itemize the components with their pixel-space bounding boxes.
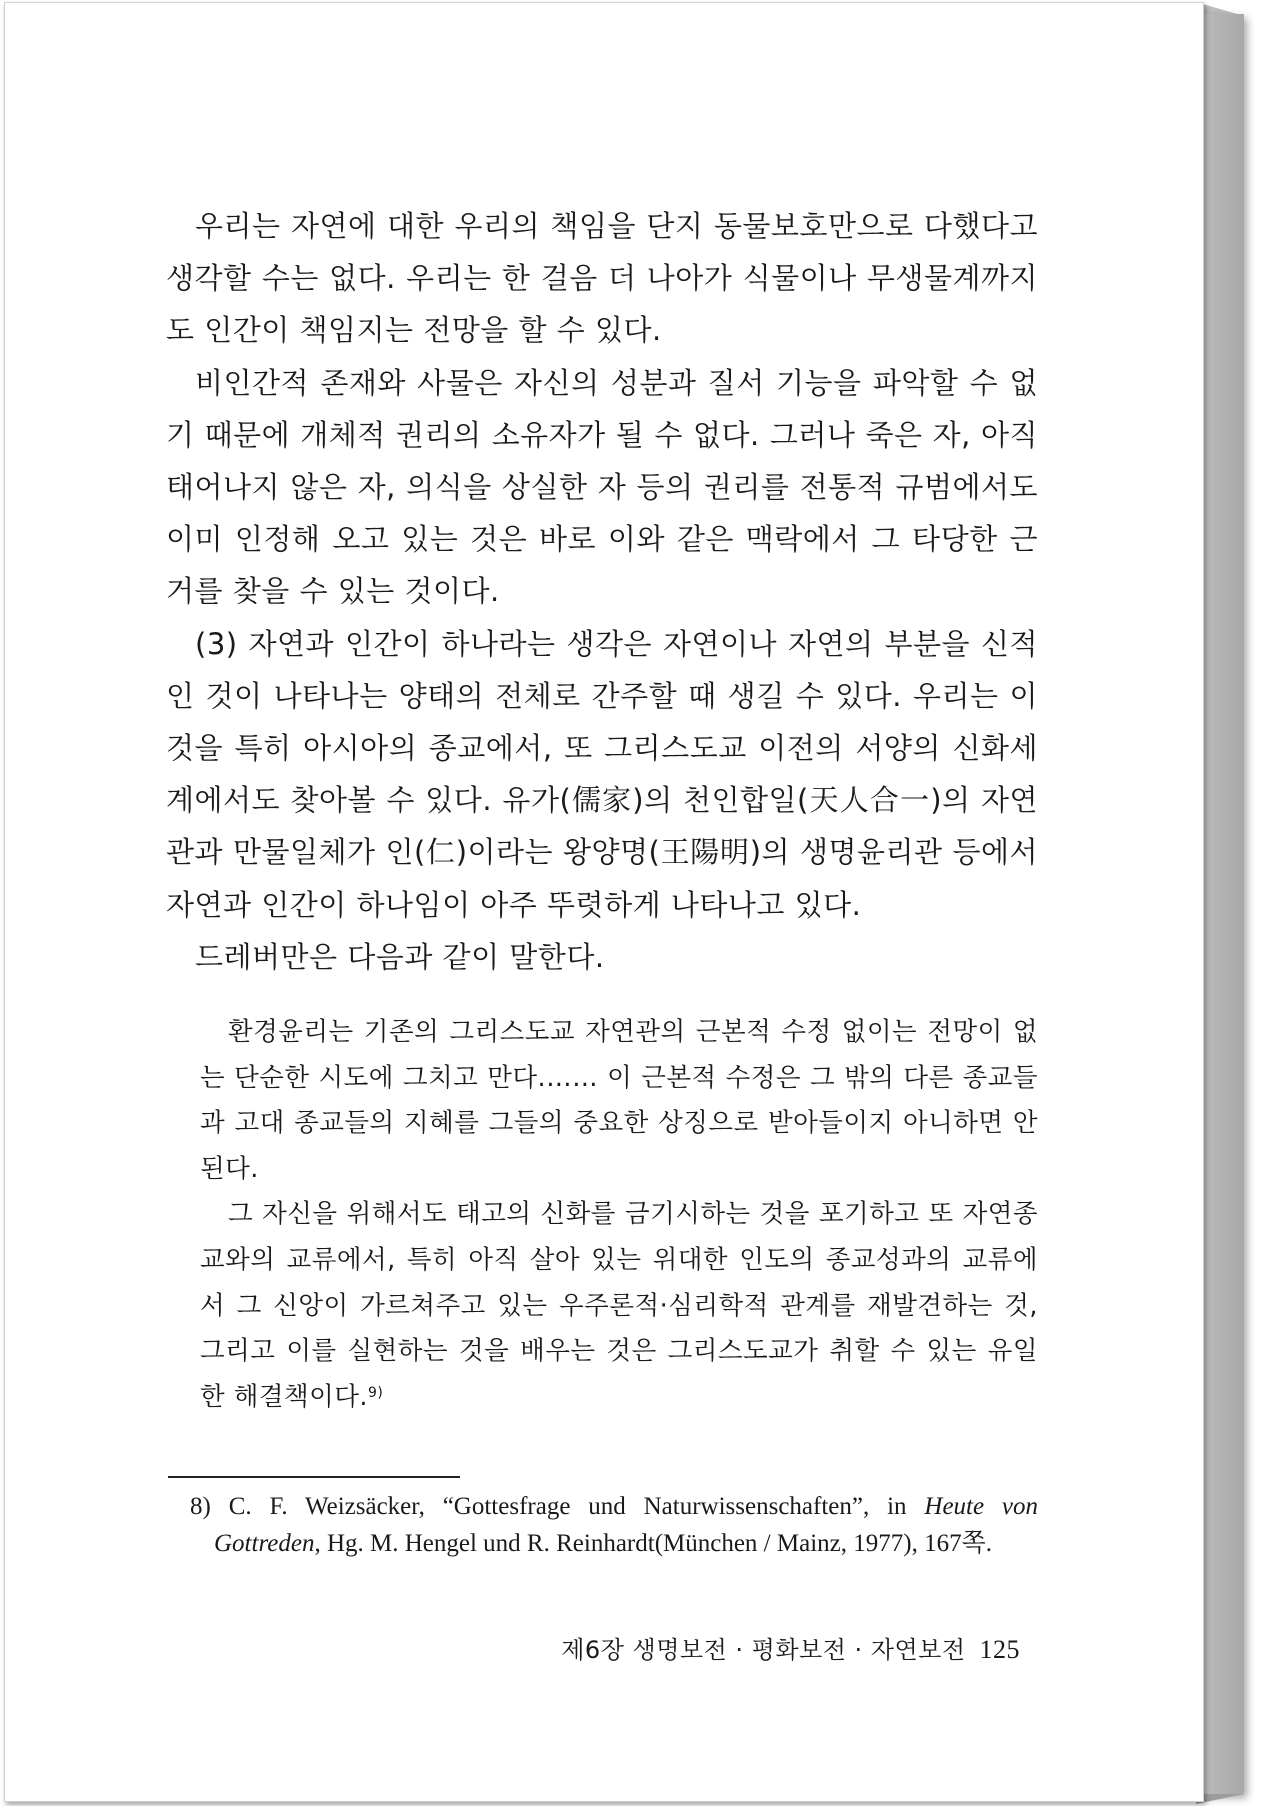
footnote xyxy=(190,1488,1038,1562)
running-footer xyxy=(560,1630,1020,1665)
body-paragraph: 비인간적 존재와 사물은 자신의 성분과 질서 기능을 파악할 수 없기 때문에 개체적 권리의 소유자가 될 수 없다. 그러나 죽은 자, 아직 태어나지 않은 자, 의식을 상실한 자 등의 권리를 전통적 규범에서도 이미 인정해 오고 있는 것은 바로 이와 같은 맥락에서 그 타당한 근거를 찾을 수 있는 것이다. xyxy=(166,365,1038,609)
footnote-author: C. F. Weizsäcker, xyxy=(228,1493,425,1520)
footnote-divider xyxy=(168,1476,460,1478)
footnote-article: “Gottesfrage und Naturwissenschaften”, in xyxy=(442,1493,907,1520)
quote-paragraph: 환경윤리는 기존의 그리스도교 자연관의 근본적 수정 없이는 전망이 없는 단순한 시도에 그치고 만다.…… 이 근본적 수정은 그 밖의 다른 종교들과 고대 종교들의 지혜를 그들의 중요한 상징으로 받아들이지 아니하면 안 된다. xyxy=(200,1017,1038,1184)
quote-paragraph xyxy=(200,1192,1038,1420)
quote-paragraph-text: 그 자신을 위해서도 태고의 신화를 금기시하는 것을 포기하고 또 자연종교와의 교류에서, 특히 아직 살아 있는 위대한 인도의 종교성과의 교류에서 그 신앙이 가르쳐주고 있는 우주론적·심리학적 관계를 재발견하는 것, 그리고 이를 실현하는 것을 배우는 것은 그리스도교가 취할 수 있는 유일한 해결책이다. xyxy=(200,1199,1038,1412)
footnote-book-title: Heute von xyxy=(924,1493,1039,1520)
footnote-publication: , Hg. M. Hengel und R. Reinhardt(München / Mainz, 1977), 167쪽. xyxy=(314,1530,992,1557)
body-paragraph: (3) 자연과 인간이 하나라는 생각은 자연이나 자연의 부분을 신적인 것이 나타나는 양태의 전체로 간주할 때 생길 수 있다. 우리는 이것을 특히 아시아의 종교에서, 또 그리스도교 이전의 서양의 신화세계에서도 찾아볼 수 있다. 유가(儒家)의 천인합일(天人合一)의 자연관과 만물일체가 인(仁)이라는 왕양명(王陽明)의 생명윤리관 등에서 자연과 인간이 하나임이 아주 뚜렷하게 나타나고 있다. xyxy=(166,626,1038,922)
footnote-reference: 9) xyxy=(368,1384,384,1401)
footnote-number: 8) xyxy=(190,1493,211,1520)
page-number: 125 xyxy=(979,1635,1020,1664)
body-paragraph: 드레버만은 다음과 같이 말한다. xyxy=(195,939,605,974)
block-quote xyxy=(200,1010,1038,1420)
body-paragraph: 우리는 자연에 대한 우리의 책임을 단지 동물보호만으로 다했다고 생각할 수는 없다. 우리는 한 걸음 더 나아가 식물이나 무생물계까지도 인간이 책임지는 전망을 할 수 있다. xyxy=(166,209,1038,348)
footnote-line-1 xyxy=(190,1488,1038,1525)
footnote-book-title-cont: Gottreden xyxy=(214,1530,315,1557)
body-text xyxy=(166,200,1038,983)
footnote-line-2 xyxy=(190,1525,1038,1562)
chapter-title: 제6장 생명보전 · 평화보전 · 자연보전 xyxy=(561,1636,966,1664)
